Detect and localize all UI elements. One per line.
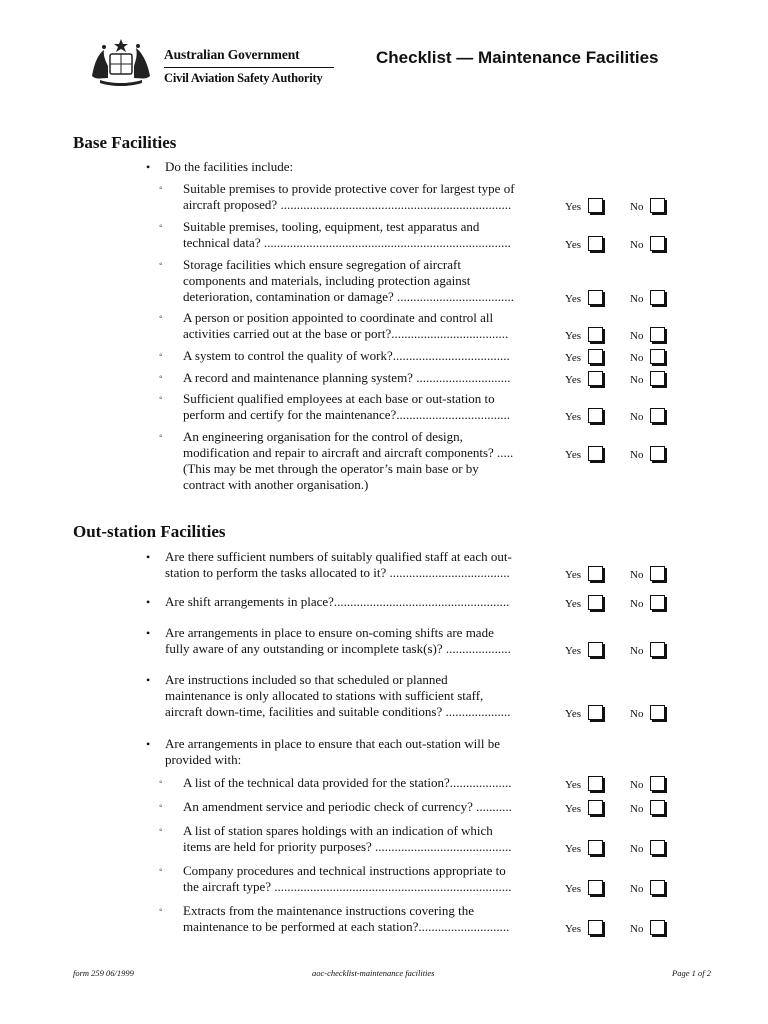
section-heading-outstation: Out-station Facilities (73, 522, 226, 541)
item-text-line: provided with: (165, 752, 242, 767)
document-title: Checklist — Maintenance Facilities (376, 48, 659, 67)
sub-bullet-marker: ◦ (159, 372, 163, 383)
yes-checkbox[interactable] (588, 371, 603, 386)
yes-label: Yes (565, 708, 582, 720)
item-text-line: perform and certify for the maintenance?................................... (183, 407, 511, 422)
item-text-line: Are arrangements in place to ensure that each out-station will be (165, 736, 500, 751)
yes-label: Yes (565, 843, 582, 855)
item-text-line: Are shift arrangements in place?...................................................... (165, 594, 510, 609)
item-text-line: the aircraft type? ......................................................................... (183, 879, 512, 894)
yes-checkbox[interactable] (588, 566, 603, 581)
yes-checkbox[interactable] (588, 290, 603, 305)
no-label: No (630, 352, 644, 364)
no-label: No (630, 803, 644, 815)
sub-bullet-marker: ◦ (159, 221, 163, 232)
sub-bullet-marker: ◦ (159, 312, 163, 323)
no-label: No (630, 569, 644, 581)
item-text-line: technical data? ............................................................................ (183, 235, 511, 250)
no-checkbox[interactable] (650, 327, 665, 342)
yes-checkbox[interactable] (588, 327, 603, 342)
item-text-line: deterioration, contamination or damage? .................................... (183, 289, 515, 304)
yes-checkbox[interactable] (588, 776, 603, 791)
item-text-line: Do the facilities include: (165, 159, 294, 174)
yes-label: Yes (565, 201, 582, 213)
item-text-line: activities carried out at the base or port?.................................... (183, 326, 509, 341)
item-text-line: Storage facilities which ensure segregation of aircraft (183, 257, 461, 272)
item-text-line: A system to control the quality of work?.................................... (183, 348, 510, 363)
item-text-line: A list of station spares holdings with an indication of which (183, 823, 493, 838)
item-text-line: Sufficient qualified employees at each base or out-station to (183, 391, 495, 406)
no-label: No (630, 645, 644, 657)
agency-name: Civil Aviation Safety Authority (164, 71, 323, 85)
yes-label: Yes (565, 374, 582, 386)
item-text-line: An engineering organisation for the control of design, (183, 429, 463, 444)
no-checkbox[interactable] (650, 800, 665, 815)
yes-label: Yes (565, 598, 582, 610)
sub-bullet-marker: ◦ (159, 777, 163, 788)
no-label: No (630, 201, 644, 213)
no-label: No (630, 330, 644, 342)
no-checkbox[interactable] (650, 776, 665, 791)
footer-page-number: Page 1 of 2 (672, 968, 711, 978)
no-checkbox[interactable] (650, 371, 665, 386)
sub-bullet-marker: ◦ (159, 905, 163, 916)
item-text-line: aircraft down-time, facilities and suitable conditions? .................... (165, 704, 511, 719)
item-text-line: items are held for priority purposes? .......................................... (183, 839, 512, 854)
yes-label: Yes (565, 923, 582, 935)
section-heading-base: Base Facilities (73, 133, 177, 152)
yes-checkbox[interactable] (588, 595, 603, 610)
no-checkbox[interactable] (650, 705, 665, 720)
no-checkbox[interactable] (650, 566, 665, 581)
no-label: No (630, 923, 644, 935)
item-text-line: Suitable premises, tooling, equipment, test apparatus and (183, 219, 480, 234)
yes-checkbox[interactable] (588, 800, 603, 815)
item-text-line: contract with another organisation.) (183, 477, 369, 492)
no-checkbox[interactable] (650, 349, 665, 364)
sub-bullet-marker: ◦ (159, 801, 163, 812)
item-text-line: A list of the technical data provided for the station?................... (183, 775, 512, 790)
no-checkbox[interactable] (650, 236, 665, 251)
item-text-line: maintenance is only allocated to stations with sufficient staff, (165, 688, 484, 703)
no-checkbox[interactable] (650, 642, 665, 657)
bullet-marker: • (146, 626, 151, 640)
coat-of-arms-logo (82, 36, 160, 90)
sub-bullet-marker: ◦ (159, 183, 163, 194)
header-divider (164, 67, 334, 68)
bullet-marker: • (146, 160, 151, 174)
item-text-line: fully aware of any outstanding or incomplete task(s)? .................... (165, 641, 511, 656)
yes-label: Yes (565, 293, 582, 305)
item-text-line: Are instructions included so that scheduled or planned (165, 672, 448, 687)
yes-checkbox[interactable] (588, 705, 603, 720)
item-text-line: A record and maintenance planning system? ............................. (183, 370, 511, 385)
no-checkbox[interactable] (650, 408, 665, 423)
bullet-marker: • (146, 550, 151, 564)
no-label: No (630, 449, 644, 461)
no-checkbox[interactable] (650, 880, 665, 895)
item-text-line: Extracts from the maintenance instructions covering the (183, 903, 474, 918)
footer-form-number: form 259 06/1999 (73, 968, 134, 978)
item-text-line: A person or position appointed to coordinate and control all (183, 310, 494, 325)
yes-label: Yes (565, 803, 582, 815)
no-checkbox[interactable] (650, 595, 665, 610)
org-name: Australian Government (164, 47, 300, 62)
item-text-line: modification and repair to aircraft and aircraft components? ..... (183, 445, 514, 460)
sub-bullet-marker: ◦ (159, 259, 163, 270)
no-label: No (630, 411, 644, 423)
sub-bullet-marker: ◦ (159, 865, 163, 876)
yes-label: Yes (565, 449, 582, 461)
no-checkbox[interactable] (650, 290, 665, 305)
yes-label: Yes (565, 645, 582, 657)
yes-label: Yes (565, 352, 582, 364)
yes-label: Yes (565, 883, 582, 895)
yes-label: Yes (565, 569, 582, 581)
yes-checkbox[interactable] (588, 408, 603, 423)
yes-label: Yes (565, 330, 582, 342)
yes-label: Yes (565, 411, 582, 423)
item-text-line: components and materials, including protection against (183, 273, 471, 288)
item-text-line: (This may be met through the operator’s main base or by (183, 461, 479, 476)
footer-filename: aoc-checklist-maintenance facilities (312, 968, 435, 978)
yes-checkbox[interactable] (588, 236, 603, 251)
no-checkbox[interactable] (650, 446, 665, 461)
item-text-line: An amendment service and periodic check of currency? ........... (183, 799, 512, 814)
yes-checkbox[interactable] (588, 920, 603, 935)
no-label: No (630, 708, 644, 720)
no-label: No (630, 293, 644, 305)
no-checkbox[interactable] (650, 840, 665, 855)
sub-bullet-marker: ◦ (159, 431, 163, 442)
bullet-marker: • (146, 673, 151, 687)
no-label: No (630, 239, 644, 251)
no-checkbox[interactable] (650, 198, 665, 213)
no-label: No (630, 598, 644, 610)
yes-checkbox[interactable] (588, 642, 603, 657)
item-text-line: station to perform the tasks allocated to it? ..................................... (165, 565, 510, 580)
yes-label: Yes (565, 779, 582, 791)
yes-checkbox[interactable] (588, 880, 603, 895)
item-text-line: Suitable premises to provide protective cover for largest type of (183, 181, 515, 196)
sub-bullet-marker: ◦ (159, 393, 163, 404)
yes-checkbox[interactable] (588, 349, 603, 364)
sub-bullet-marker: ◦ (159, 825, 163, 836)
sub-bullet-marker: ◦ (159, 350, 163, 361)
yes-checkbox[interactable] (588, 446, 603, 461)
item-text-line: Are arrangements in place to ensure on-coming shifts are made (165, 625, 494, 640)
yes-checkbox[interactable] (588, 198, 603, 213)
no-label: No (630, 843, 644, 855)
bullet-marker: • (146, 737, 151, 751)
item-text-line: maintenance to be performed at each station?............................ (183, 919, 510, 934)
no-label: No (630, 779, 644, 791)
item-text-line: Company procedures and technical instructions appropriate to (183, 863, 506, 878)
yes-checkbox[interactable] (588, 840, 603, 855)
item-text-line: aircraft proposed? ....................................................................... (183, 197, 512, 212)
no-label: No (630, 883, 644, 895)
bullet-marker: • (146, 595, 151, 609)
yes-label: Yes (565, 239, 582, 251)
item-text-line: Are there sufficient numbers of suitably qualified staff at each out- (165, 549, 512, 564)
no-label: No (630, 374, 644, 386)
no-checkbox[interactable] (650, 920, 665, 935)
